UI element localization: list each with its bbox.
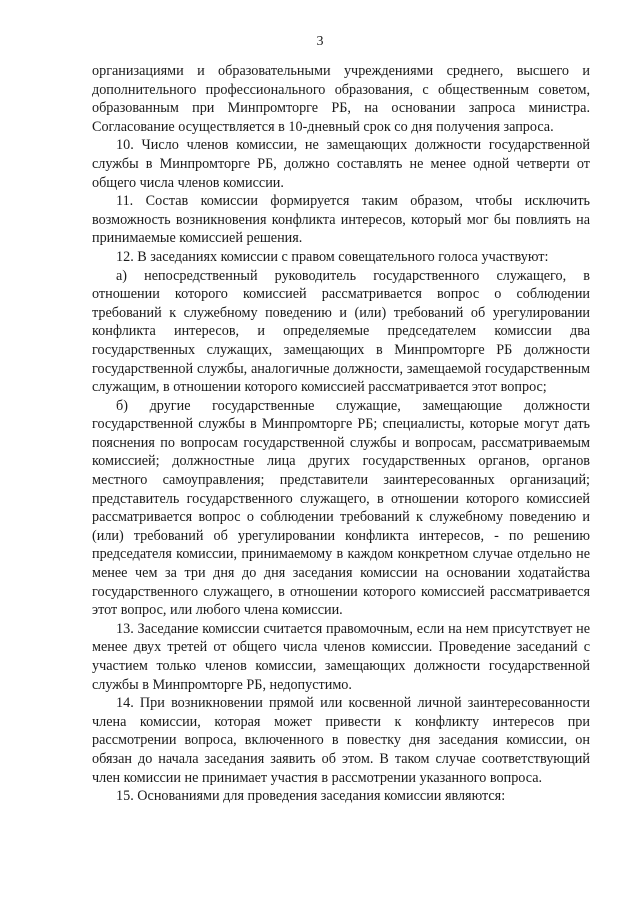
document-body bbox=[92, 62, 590, 806]
paragraph-14: 14. При возникновении прямой или косвенной личной заинтересованности члена комиссии, которая может привести к конфликту интересов при рассмотрении вопроса, включенного в повестку дня заседания комиссии, он обязан до начала заседания заявить об этом. В таком случае соответствующий член комиссии не принимает участия в рассмотрении указанного вопроса. bbox=[92, 695, 590, 786]
paragraph-15: 15. Основаниями для проведения заседания комиссии являются: bbox=[116, 788, 506, 805]
paragraph-continuation: организациями и образовательными учреждениями среднего, высшего и дополнительного профессионального образования, с общественным советом, образованным при Минпромторге РБ, на основании запроса министра. Согласование осуществляется в 10-дневный срок со дня получения запроса. bbox=[92, 63, 590, 135]
paragraph-11: 11. Состав комиссии формируется таким образом, чтобы исключить возможность возникновения конфликта интересов, который мог бы повлиять на принимаемые комиссией решения. bbox=[92, 193, 590, 247]
paragraph-10: 10. Число членов комиссии, не замещающих должности государственной службы в Минпромторге РБ, должно составлять не менее одной четверти от общего числа членов комиссии. bbox=[92, 137, 590, 191]
paragraph-13: 13. Заседание комиссии считается правомочным, если на нем присутствует не менее двух третей от общего числа членов комиссии. Проведение заседаний с участием только членов комиссии, замещающих должности государственной службы в Минпромторге РБ, недопустимо. bbox=[92, 620, 590, 693]
paragraph-12: 12. В заседаниях комиссии с правом совещательного голоса участвуют: bbox=[116, 248, 549, 265]
paragraph-12a: а) непосредственный руководитель государственного служащего, в отношении которого комиссией рассматривается вопрос о соблюдении требований к служебному поведению и (или) требований об урегулировании конфликта интересов, и определяемые председателем комиссии два государственных служащих, замещающих в Минпромторге РБ должности государственной службы, аналогичные должности, замещаемой государственным служащим, в отношении которого комиссией рассматривается этот вопрос; bbox=[92, 267, 590, 396]
page-number: 3 bbox=[316, 34, 324, 49]
paragraph-12b: б) другие государственные служащие, замещающие должности государственной службы в Минпромторге РБ; специалисты, которые могут дать пояснения по вопросам государственной службы и вопросам, рассматриваемым комиссией; должностные лица других государственных органов, органов местного самоуправления; представители заинтересованных организаций; представитель государственного служащего, в отношении которого комиссией рассматривается вопрос о соблюдении требований к служебному поведению и (или) требований об урегулировании конфликта интересов, - по решению председателя комиссии, принимаемому в каждом конкретном случае отдельно не менее чем за три дня до дня заседания комиссии на основании ходатайства государственного служащего, в отношении которого комиссией рассматривается этот вопрос, или любого члена комиссии. bbox=[92, 397, 590, 619]
